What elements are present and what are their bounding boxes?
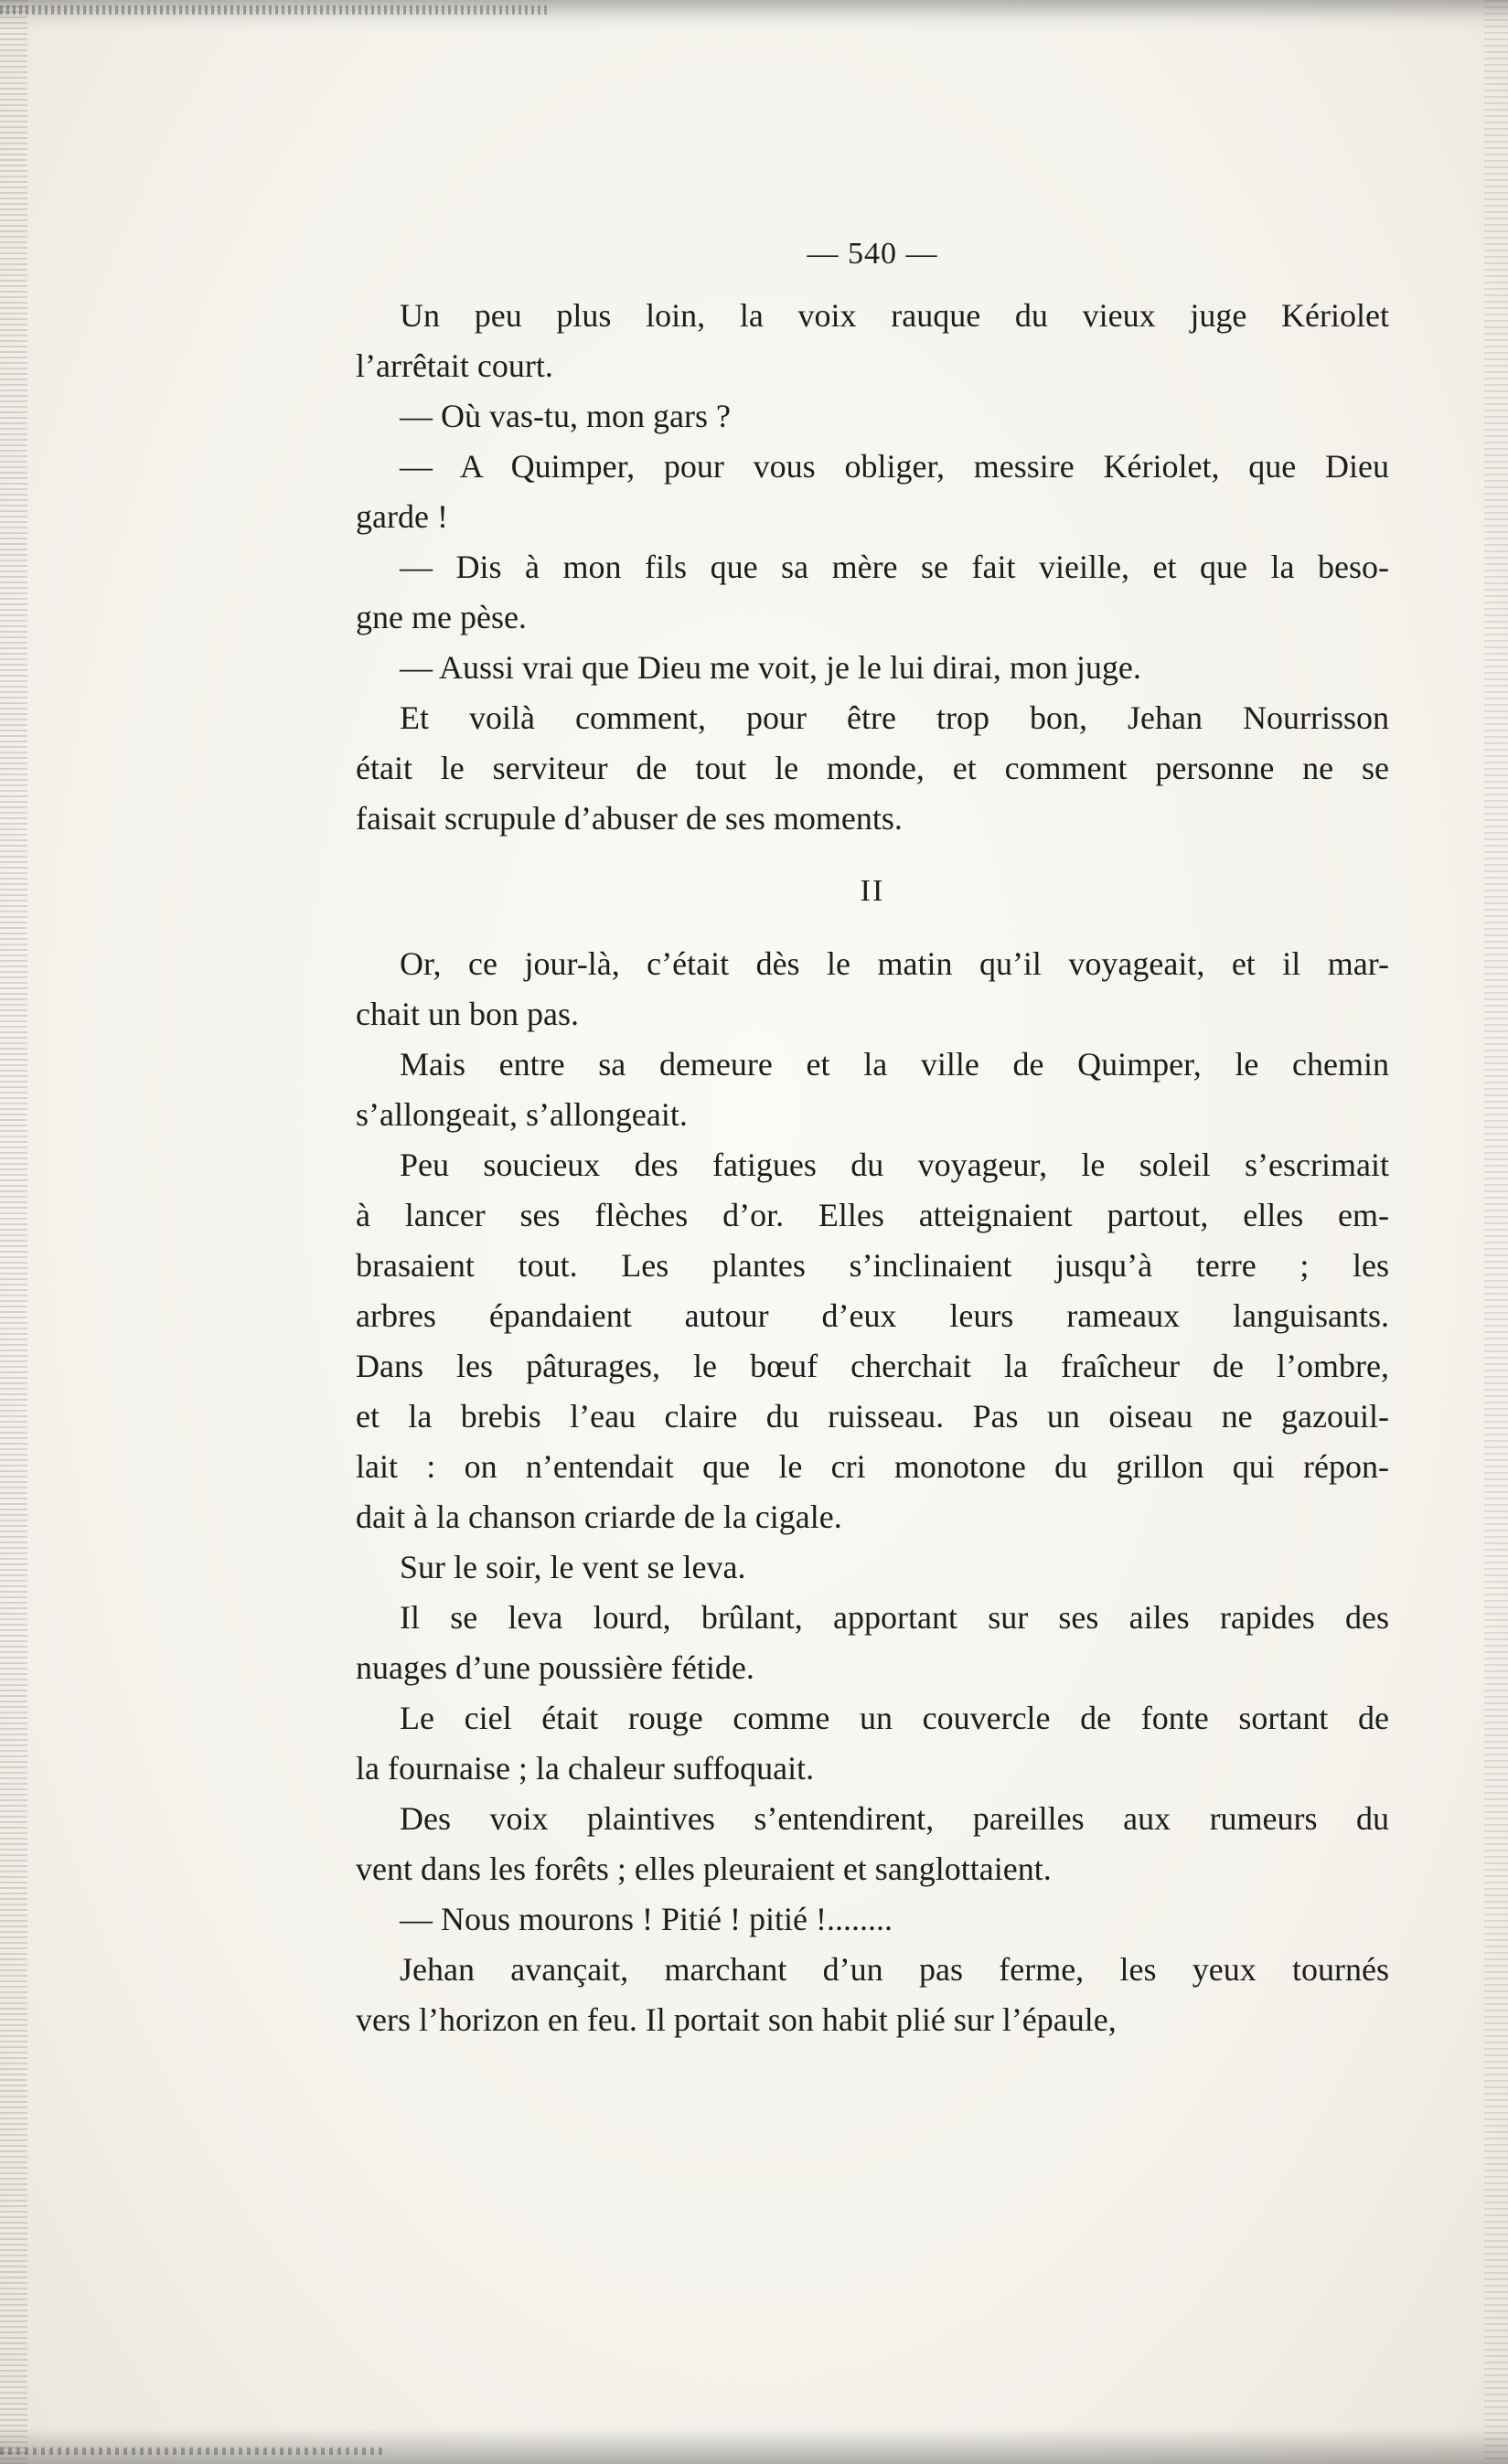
text-line: gne me pèse. xyxy=(356,599,527,635)
scan-noise-top xyxy=(0,5,549,15)
text-line: l’arrêtait court. xyxy=(356,347,553,384)
text-line: brasaient tout. Les plantes s’inclinaient jusqu’à terre ; les xyxy=(356,1247,1389,1284)
text-line: Peu soucieux des fatigues du voyageur, le soleil s’escrimait xyxy=(400,1147,1389,1183)
paragraph xyxy=(356,1140,1389,1542)
text-line: — Nous mourons ! Pitié ! pitié !........ xyxy=(400,1901,893,1937)
text-line: à lancer ses flèches d’or. Elles atteignaient partout, elles em- xyxy=(356,1197,1389,1233)
paragraph xyxy=(356,1040,1389,1140)
scan-edge-bottom xyxy=(0,2427,1508,2464)
paragraph xyxy=(356,643,1389,693)
page-body xyxy=(356,225,1389,2045)
paragraph xyxy=(356,1693,1389,1794)
text-line: faisait scrupule d’abuser de ses moments. xyxy=(356,800,903,837)
page-number: — 540 — xyxy=(807,237,938,271)
text-line: Dans les pâturages, le bœuf cherchait la fraîcheur de l’ombre, xyxy=(356,1348,1389,1384)
text-line: vers l’horizon en feu. Il portait son habit plié sur l’épaule, xyxy=(356,2001,1117,2038)
text-line: Et voilà comment, pour être trop bon, Jehan Nourrisson xyxy=(400,699,1389,736)
text-line: Il se leva lourd, brûlant, apportant sur ses ailes rapides des xyxy=(400,1599,1389,1636)
text-line: nuages d’une poussière fétide. xyxy=(356,1649,754,1686)
paragraph xyxy=(356,542,1389,643)
scan-noise-bottom xyxy=(0,2448,384,2455)
paragraph xyxy=(356,1593,1389,1693)
text-line: Sur le soir, le vent se leva. xyxy=(400,1549,746,1585)
text-line: Or, ce jour-là, c’était dès le matin qu’il voyageait, et il mar- xyxy=(400,945,1389,982)
text-line: Mais entre sa demeure et la ville de Quimper, le chemin xyxy=(400,1046,1389,1083)
text-line: arbres épandaient autour d’eux leurs rameaux languisants. xyxy=(356,1297,1389,1334)
text-section-after xyxy=(356,939,1389,2045)
paragraph xyxy=(356,939,1389,1040)
text-line: Un peu plus loin, la voix rauque du vieux juge Kériolet xyxy=(400,297,1389,334)
scan-edge-right xyxy=(1484,0,1508,2464)
text-line: la fournaise ; la chaleur suffoquait. xyxy=(356,1750,815,1787)
paragraph xyxy=(356,1542,1389,1593)
paragraph xyxy=(356,291,1389,391)
text-line: dait à la chanson criarde de la cigale. xyxy=(356,1499,842,1535)
scan-edge-left xyxy=(0,0,27,2464)
paragraph xyxy=(356,1794,1389,1894)
text-line: — Où vas-tu, mon gars ? xyxy=(400,398,731,434)
text-line: — Aussi vrai que Dieu me voit, je le lui dirai, mon juge. xyxy=(400,649,1141,686)
text-line: — A Quimper, pour vous obliger, messire Kériolet, que Dieu xyxy=(400,448,1389,485)
text-line: lait : on n’entendait que le cri monotone du grillon qui répon- xyxy=(356,1448,1389,1485)
paragraph xyxy=(356,1945,1389,2045)
paragraph xyxy=(356,1894,1389,1945)
section-heading: II xyxy=(860,874,885,908)
text-line: Des voix plaintives s’entendirent, pareilles aux rumeurs du xyxy=(400,1800,1389,1837)
text-line: vent dans les forêts ; elles pleuraient et sanglottaient. xyxy=(356,1851,1052,1887)
text-line: — Dis à mon fils que sa mère se fait vieille, et que la beso- xyxy=(400,549,1389,585)
text-line: était le serviteur de tout le monde, et comment personne ne se xyxy=(356,750,1389,786)
text-line: et la brebis l’eau claire du ruisseau. Pas un oiseau ne gazouil- xyxy=(356,1398,1389,1435)
text-line: Jehan avançait, marchant d’un pas ferme, les yeux tournés xyxy=(400,1951,1389,1988)
text-line: Le ciel était rouge comme un couvercle de fonte sortant de xyxy=(400,1700,1389,1736)
text-section-before xyxy=(356,291,1389,844)
text-line: s’allongeait, s’allongeait. xyxy=(356,1096,688,1133)
paragraph xyxy=(356,442,1389,542)
text-line: chait un bon pas. xyxy=(356,996,579,1032)
paragraph xyxy=(356,693,1389,844)
text-line: garde ! xyxy=(356,498,448,535)
paragraph xyxy=(356,391,1389,442)
